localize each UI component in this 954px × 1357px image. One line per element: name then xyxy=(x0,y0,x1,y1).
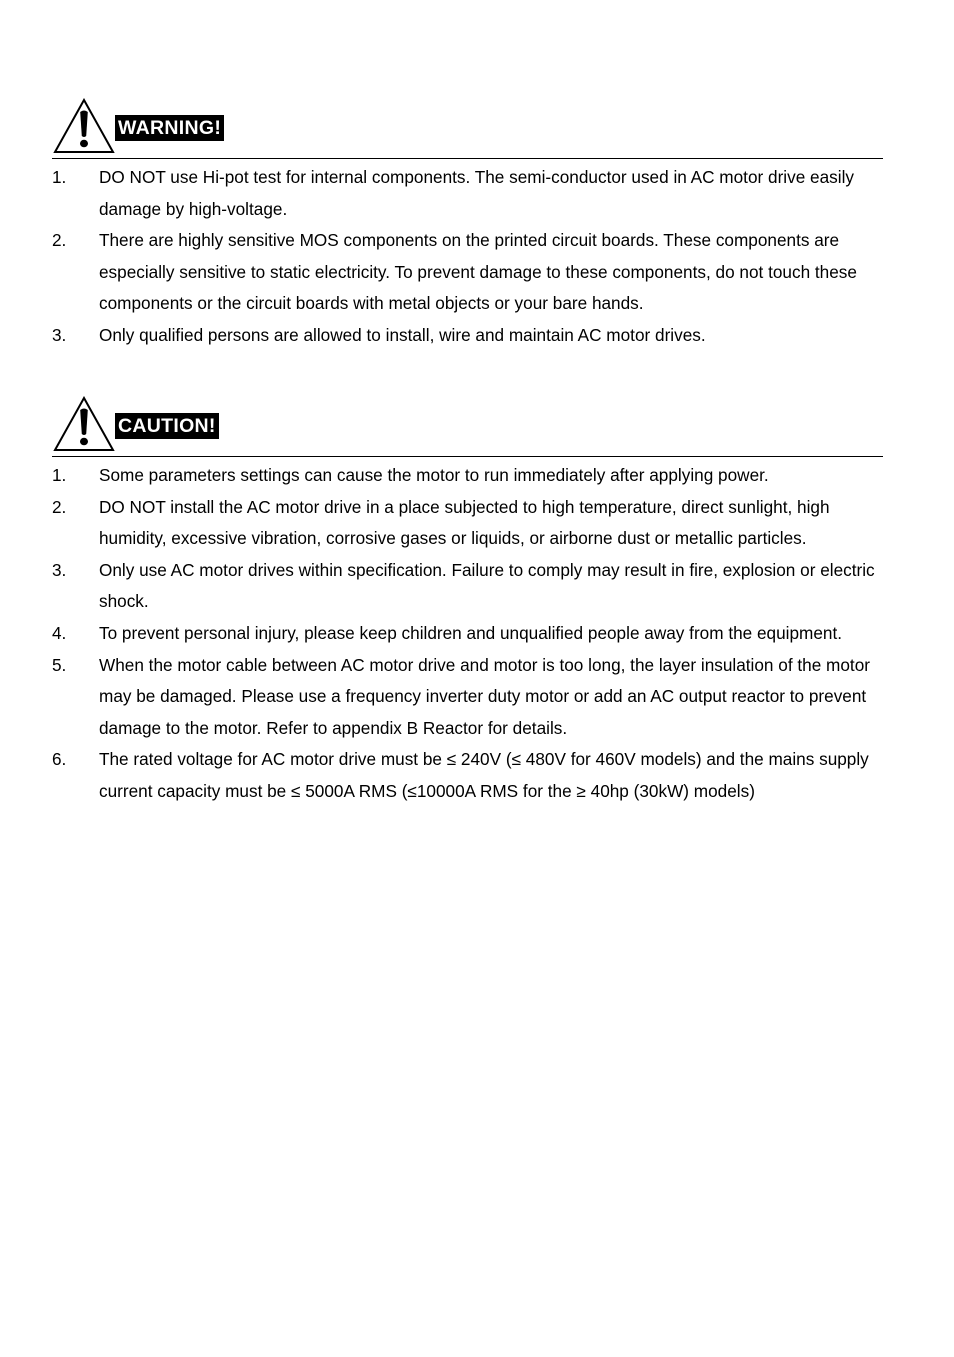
list-item xyxy=(52,744,883,807)
warning-label: WARNING! xyxy=(115,115,224,141)
warning-triangle-icon xyxy=(53,98,115,154)
item-text: DO NOT use Hi-pot test for internal components. The semi-conductor used in AC motor drive easily damage by high-voltage. xyxy=(99,167,854,219)
warning-divider xyxy=(52,158,883,159)
item-number: 1. xyxy=(52,465,67,485)
item-text: Only qualified persons are allowed to install, wire and maintain AC motor drives. xyxy=(99,324,706,345)
list-item xyxy=(52,460,883,492)
caution-triangle-icon xyxy=(53,396,115,452)
list-item xyxy=(52,225,883,320)
list-item xyxy=(52,320,883,352)
caution-list xyxy=(52,460,883,808)
caution-divider xyxy=(52,456,883,457)
item-number: 5. xyxy=(52,654,67,675)
item-number: 2. xyxy=(52,496,67,517)
item-number: 3. xyxy=(52,559,67,580)
caution-section xyxy=(52,396,883,801)
list-item xyxy=(52,618,883,650)
item-text: When the motor cable between AC motor drive and motor is too long, the layer insulation of the motor may be damaged. Please use a frequency inverter duty motor or add an AC output reactor to prevent damage to the motor. Refer to appendix B Reactor for details. xyxy=(99,654,870,738)
item-text: The rated voltage for AC motor drive must be ≤ 240V (≤ 480V for 460V models) and the mains supply current capacity must be ≤ 5000A RMS (≤10000A RMS for the ≥ 40hp (30kW) models) xyxy=(99,749,869,801)
warning-list xyxy=(52,162,883,352)
item-text: To prevent personal injury, please keep children and unqualified people away from the equipment. xyxy=(99,622,843,643)
list-item xyxy=(52,555,883,618)
caution-label: CAUTION! xyxy=(115,413,219,439)
item-number: 4. xyxy=(52,622,67,643)
warning-section xyxy=(52,98,883,345)
list-item xyxy=(52,650,883,745)
caution-header xyxy=(52,396,883,456)
item-text: There are highly sensitive MOS components on the printed circuit boards. These components are especially sensitive to static electricity. To prevent damage to these components, do not touch these components or the circuit boards with metal objects or your bare hands. xyxy=(99,230,857,314)
item-number: 3. xyxy=(52,324,67,345)
warning-header xyxy=(52,98,883,158)
list-item xyxy=(52,162,883,225)
item-number: 1. xyxy=(52,167,67,187)
item-number: 2. xyxy=(52,230,67,251)
item-text: DO NOT install the AC motor drive in a place subjected to high temperature, direct sunlight, high humidity, excessive vibration, corrosive gases or liquids, or airborne dust or metallic particles. xyxy=(99,496,830,549)
item-number: 6. xyxy=(52,749,67,770)
item-text: Only use AC motor drives within specification. Failure to comply may result in fire, explosion or electric shock. xyxy=(99,559,875,612)
list-item xyxy=(52,492,883,555)
item-text: Some parameters settings can cause the motor to run immediately after applying power. xyxy=(99,465,769,485)
